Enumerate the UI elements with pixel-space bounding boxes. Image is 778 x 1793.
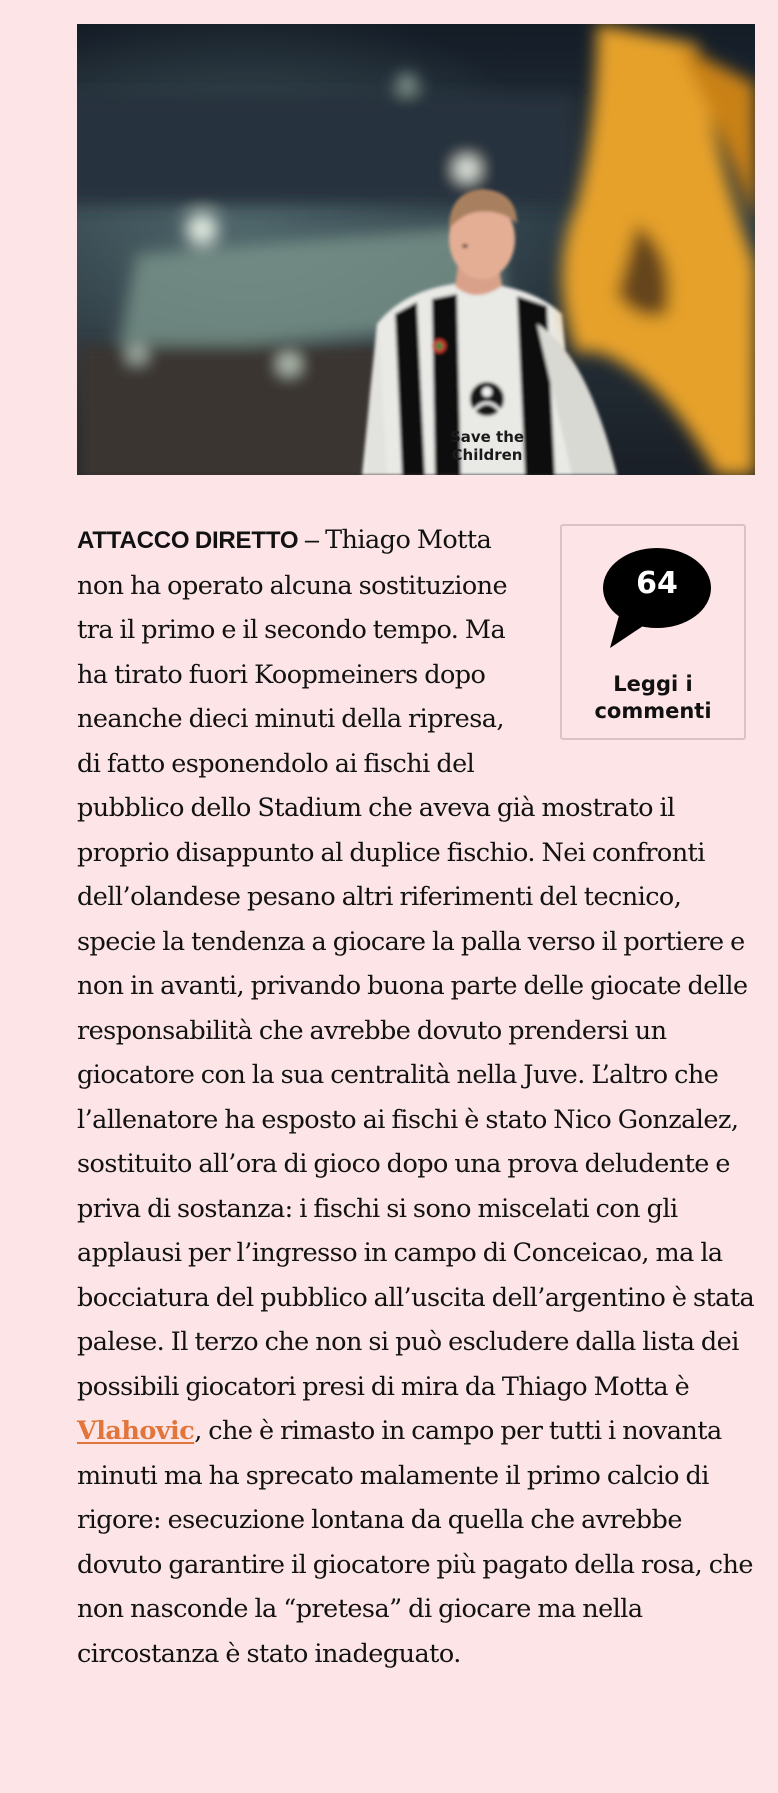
article-text-part2: , che è rimasto in campo per tutti i novanta minuti ma ha sprecato malamente il primo calcio di rigore: esecuzione lontana da quella che avrebbe dovuto garantire il giocatore più pagato della rosa, che non nasconde la “pretesa” di giocare ma nella circostanza è stato inadeguato. bbox=[77, 1416, 753, 1669]
read-comments-label-line2: commenti bbox=[594, 699, 712, 723]
read-comments-label-line1: Leggi i bbox=[613, 672, 693, 696]
article-hero-photo bbox=[77, 24, 755, 475]
kicker-dash: – bbox=[304, 526, 319, 554]
article-text-part1: Thiago Motta non ha operato alcuna sostituzione tra il primo e il secondo tempo. Ma ha tirato fuori Koopmeiners dopo neanche dieci minuti della ripresa, di fatto esponendolo ai fischi del pubblico dello Stadium che aveva già mostrato il proprio disappunto al duplice fischio. Nei confronti dell’olandese pesano altri riferimenti del tecnico, specie la tendenza a giocare la palla verso il portiere e non in avanti, privando buona parte delle giocate delle responsabilità che avrebbe dovuto prendersi un giocatore con la sua centralità nella Juve. L’altro che l’allenatore ha esposto ai fischi è stato Nico Gonzalez, sostituito all’ora di gioco dopo una prova deludente e priva di sostanza: i fischi si sono miscelati con gli applausi per l’ingresso in campo di Conceicao, ma la bocciatura del pubblico all’uscita dell’argentino è stata palese. Il terzo che non si può escludere dalla lista dei possibili giocatori presi di mira da Thiago Motta è bbox=[77, 525, 755, 1402]
football-player-photo-icon bbox=[77, 24, 755, 475]
vlahovic-link[interactable]: Vlahovic bbox=[77, 1416, 195, 1446]
article-kicker: ATTACCO DIRETTO bbox=[77, 527, 299, 554]
comments-box-spacer bbox=[527, 518, 757, 768]
article-paragraph bbox=[77, 518, 757, 1676]
comments-count: 64 bbox=[636, 566, 678, 601]
shirt-text-line1: Save the bbox=[449, 428, 525, 446]
shirt-text-line2: Children bbox=[451, 446, 523, 464]
